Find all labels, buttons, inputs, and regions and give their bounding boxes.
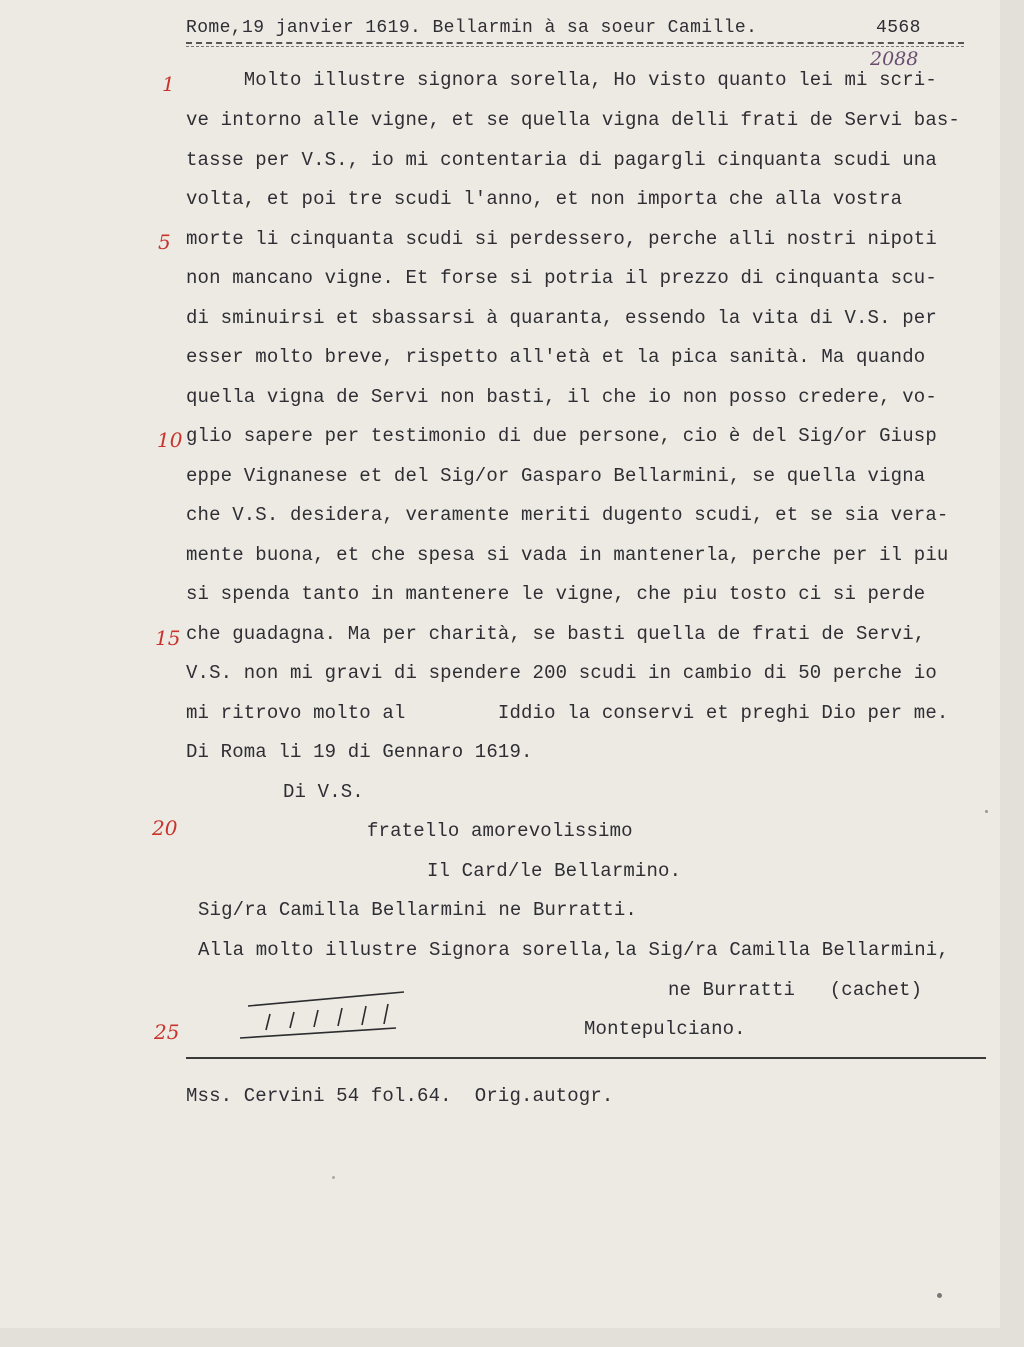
- body-line: che guadagna. Ma per charità, se basti quella de frati de Servi,: [186, 623, 926, 645]
- recipient-line: Sig/ra Camilla Bellarmini ne Burratti.: [198, 899, 637, 921]
- strike-marks-icon: [236, 982, 411, 1044]
- source-citation: Mss. Cervini 54 fol.64. Orig.autogr.: [186, 1085, 614, 1107]
- line-number-25: 25: [154, 1020, 180, 1044]
- body-line: V.S. non mi gravi di spendere 200 scudi in cambio di 50 perche io: [186, 662, 937, 684]
- line-number-20: 20: [152, 816, 178, 840]
- body-line: mi ritrovo molto al Iddio la conservi et preghi Dio per me.: [186, 702, 949, 724]
- handwritten-reference-number: 2088: [870, 48, 919, 70]
- page-number: 4568: [876, 18, 921, 38]
- body-line: glio sapere per testimonio di due persone, cio è del Sig/or Giusp: [186, 425, 937, 447]
- paper-speck: [937, 1293, 942, 1298]
- salutation: Di V.S.: [283, 781, 364, 803]
- body-line: Di Roma li 19 di Gennaro 1619.: [186, 741, 533, 763]
- closing: fratello amorevolissimo: [367, 820, 633, 842]
- document-header-title: Rome,19 janvier 1619. Bellarmin à sa soeur Camille.: [186, 18, 758, 38]
- signature: Il Card/le Bellarmino.: [427, 860, 682, 882]
- body-line: mente buona, et che spesa si vada in mantenerla, perche per il piu: [186, 544, 949, 566]
- paper-speck: [985, 810, 988, 813]
- body-line: morte li cinquanta scudi si perdessero, perche alli nostri nipoti: [186, 228, 937, 250]
- body-line: non mancano vigne. Et forse si potria il prezzo di cinquanta scu-: [186, 267, 937, 289]
- footer-rule: [186, 1057, 986, 1059]
- address-line-3: Montepulciano.: [584, 1018, 746, 1040]
- line-number-1: 1: [162, 72, 175, 96]
- header-dashed-rule: [186, 42, 964, 44]
- body-line: eppe Vignanese et del Sig/or Gasparo Bellarmini, se quella vigna: [186, 465, 926, 487]
- body-line: che V.S. desidera, veramente meriti dugento scudi, et se sia vera-: [186, 504, 949, 526]
- body-line: esser molto breve, rispetto all'età et la pica sanità. Ma quando: [186, 346, 926, 368]
- line-number-5: 5: [158, 230, 171, 254]
- line-number-10: 10: [157, 428, 183, 452]
- body-line: volta, et poi tre scudi l'anno, et non importa che alla vostra: [186, 188, 903, 210]
- paper-speck: [332, 1176, 335, 1179]
- body-line: ve intorno alle vigne, et se quella vigna delli frati de Servi bas-: [186, 109, 960, 131]
- body-line: tasse per V.S., io mi contentaria di pagargli cinquanta scudi una: [186, 149, 937, 171]
- body-line: si spenda tanto in mantenere le vigne, che piu tosto ci si perde: [186, 583, 926, 605]
- body-line: di sminuirsi et sbassarsi à quaranta, essendo la vita di V.S. per: [186, 307, 937, 329]
- body-line: quella vigna de Servi non basti, il che io non posso credere, vo-: [186, 386, 937, 408]
- address-line-2: ne Burratti (cachet): [668, 979, 923, 1001]
- header-dashed-rule-2: [186, 46, 964, 47]
- body-line: Molto illustre signora sorella, Ho visto quanto lei mi scri-: [186, 69, 937, 91]
- address-line-1: Alla molto illustre Signora sorella,la Sig/ra Camilla Bellarmini,: [198, 939, 949, 961]
- line-number-15: 15: [155, 626, 181, 650]
